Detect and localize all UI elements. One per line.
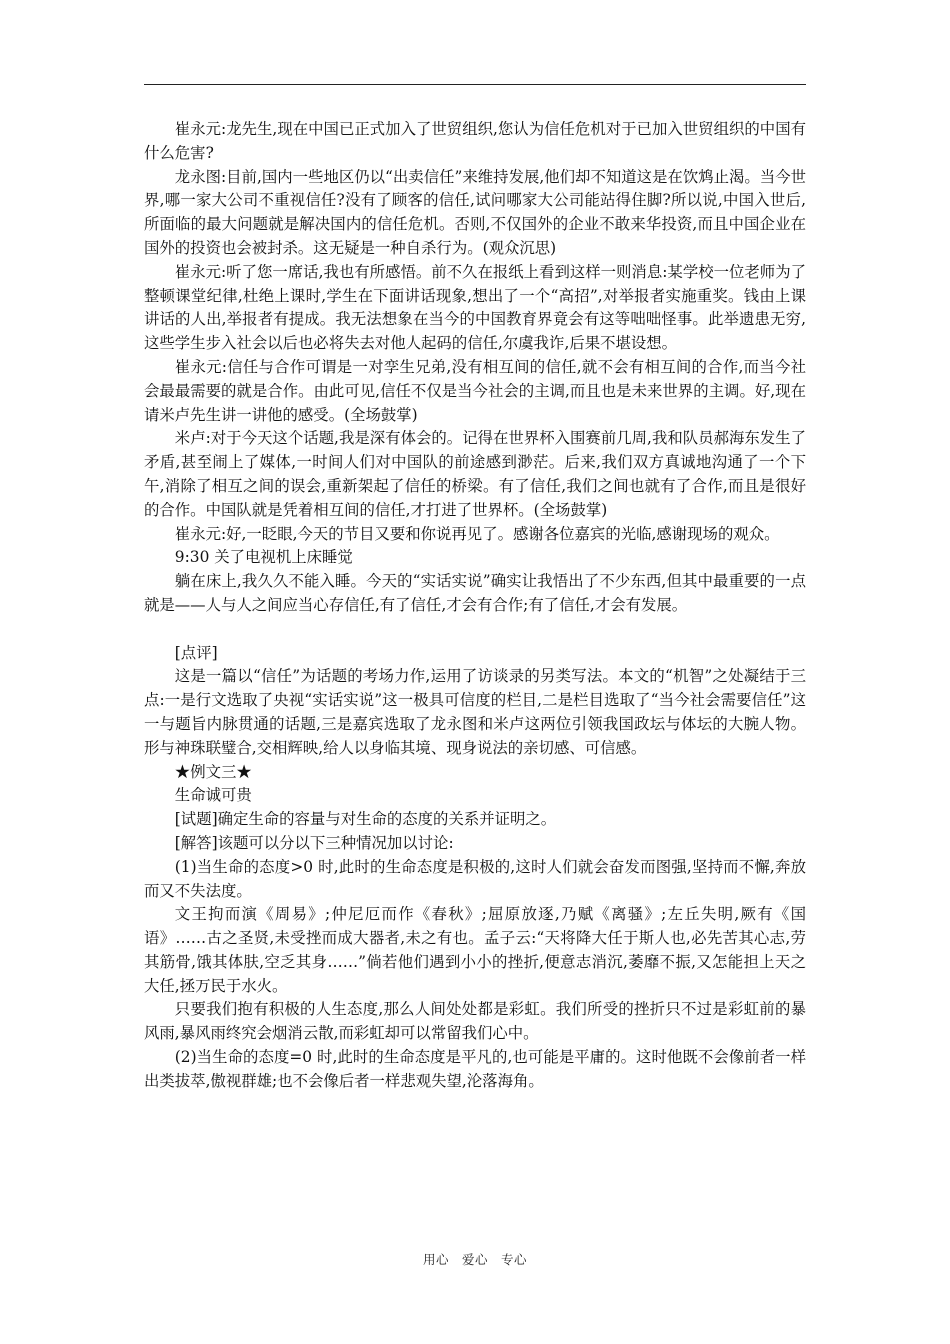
paragraph: [试题]确定生命的容量与对生命的态度的关系并证明之。 <box>174 810 557 829</box>
blank-line <box>144 618 806 642</box>
example-heading: ★例文三★ <box>174 762 252 781</box>
page-footer: 用心 爱心 专心 <box>422 1252 527 1267</box>
paragraph: [解答]该题可以分以下三种情况加以讨论: <box>174 833 454 852</box>
essay-title: 生命诚可贵 <box>174 786 252 805</box>
paragraph: 龙永图:目前,国内一些地区仍以“出卖信任”来维持发展,他们却不知道这是在饮鸩止渴。当今世界,哪一家大公司不重视信任?没有了顾客的信任,试问哪家大公司能站得住脚?所以说,中国入世后,所面临的最大问题就是解决国内的信任危机。否则,不仅国外的企业不敢来华投资,而且中国企业在国外的投资也会被封杀。这无疑是一种自杀行为。(观众沉思) <box>144 167 806 257</box>
paragraph: 崔永元:信任与合作可谓是一对孪生兄弟,没有相互间的信任,就不会有相互间的合作,而当今社会最最需要的就是合作。由此可见,信任不仅是当今社会的主调,而且也是未来世界的主调。好,现在请米卢先生讲一讲他的感受。(全场鼓掌) <box>144 357 806 424</box>
paragraph: 崔永元:好,一眨眼,今天的节目又要和你说再见了。感谢各位嘉宾的光临,感谢现场的观众。 <box>174 524 780 543</box>
comment-heading: [点评] <box>174 643 218 662</box>
paragraph: (1)当生命的态度>0 时,此时的生命态度是积极的,这时人们就会奋发而图强,坚持而不懈,奔放而又不失法度。 <box>144 857 806 900</box>
paragraph: 躺在床上,我久久不能入睡。今天的“实话实说”确实让我悟出了不少东西,但其中最重要的一点就是——人与人之间应当心存信任,有了信任,才会有合作;有了信任,才会有发展。 <box>144 572 806 614</box>
header-rule <box>144 84 806 85</box>
paragraph: 文王拘而演《周易》;仲尼厄而作《春秋》;屈原放逐,乃赋《离骚》;左丘失明,厥有《国语》……古之圣贤,未受挫而成大器者,未之有也。孟子云:“天将降大任于斯人也,必先苦其心志,劳其筋骨,饿其体肤,空乏其身……”倘若他们遇到小小的挫折,便意志消沉,萎靡不振,又怎能担上天之大任,拯万民于水火。 <box>144 905 806 995</box>
paragraph: 崔永元:听了您一席话,我也有所感悟。前不久在报纸上看到这样一则消息:某学校一位老师为了整顿课堂纪律,杜绝上课时,学生在下面讲话现象,想出了一个“高招”,对举报者实施重奖。钱由上课讲话的人出,举报者有提成。我无法想象在当今的中国教育界竟会有这等咄咄怪事。此举遗患无穷,这些学生步入社会以后也必将失去对他人起码的信任,尔虞我诈,后果不堪设想。 <box>144 262 806 353</box>
paragraph: 9:30 关了电视机上床睡觉 <box>174 548 353 567</box>
paragraph: 崔永元:龙先生,现在中国已正式加入了世贸组织,您认为信任危机对于已加入世贸组织的中国有什么危害? <box>144 120 806 162</box>
paragraph: 只要我们抱有积极的人生态度,那么人间处处都是彩虹。我们所受的挫折只不过是彩虹前的暴风雨,暴风雨终究会烟消云散,而彩虹却可以常留我们心中。 <box>144 1000 806 1043</box>
paragraph: 米卢:对于今天这个话题,我是深有体会的。记得在世界杯入围赛前几周,我和队员郝海东发生了矛盾,甚至闹上了媒体,一时间人们对中国队的前途感到渺茫。后来,我们双方真诚地沟通了一个下午,消除了相互之间的误会,重新架起了信任的桥梁。有了信任,我们之间也就有了合作,而且是很好的合作。中国队就是凭着相互间的信任,才打进了世界杯。(全场鼓掌) <box>144 429 806 519</box>
paragraph: 这是一篇以“信任”为话题的考场力作,运用了访谈录的另类写法。本文的“机智”之处凝结于三点:一是行文选取了央视“实话实说”这一极具可信度的栏目,二是栏目选取了“当今社会需要信任”这一与题旨内脉贯通的话题,三是嘉宾选取了龙永图和米卢这两位引领我国政坛与体坛的大腕人物。形与神珠联璧合,交相辉映,给人以身临其境、现身说法的亲切感、可信感。 <box>144 667 806 757</box>
paragraph: (2)当生命的态度=0 时,此时的生命态度是平凡的,也可能是平庸的。这时他既不会像前者一样出类拔萃,傲视群雄;也不会像后者一样悲观失望,沦落海角。 <box>144 1048 806 1090</box>
document-body <box>144 118 806 1094</box>
